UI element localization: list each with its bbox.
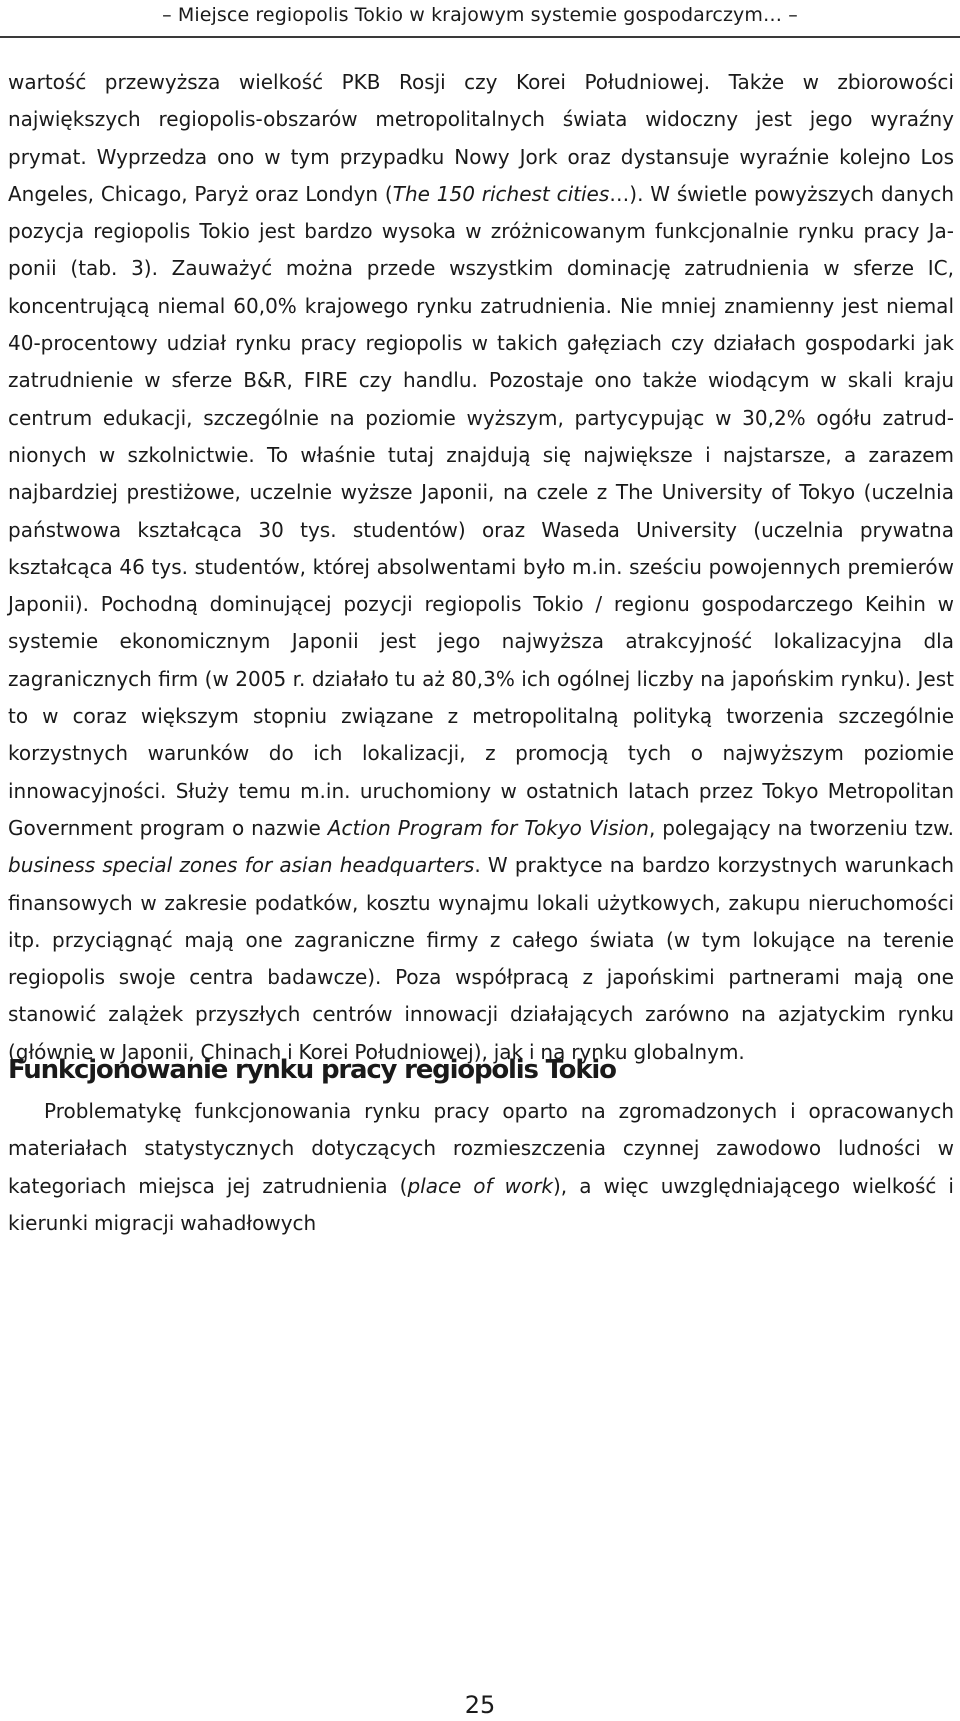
paragraph-2-italic-term: place of work	[407, 1173, 553, 1198]
paragraph-2	[8, 1093, 954, 1242]
paragraph-1-text-c: , polegający na tworzeniu tzw.	[648, 815, 955, 840]
paragraph-1-italic-source: The 150 richest cities	[392, 181, 610, 206]
paragraph-1-text-a: wartość przewyższa wielkość PKB Rosji czy Korei Południowej. Także w zbiorowości największych regiopolis-obszarów metropolitalnych świata widoczny jest jego wyraźny prymat. Wyprzedza ono w tym przypadku Nowy Jork oraz dystansuje wyraźnie kolejno Los Angeles, Chicago, Paryż oraz Londyn (	[8, 70, 954, 206]
paragraph-1-italic-program: Action Program for Tokyo Vision	[327, 815, 649, 840]
paragraph-1	[8, 64, 954, 1071]
body-paragraph-1	[8, 64, 954, 1071]
paragraph-1-text-d: . W praktyce na bardzo korzystnych warunkach finansowych w zakresie podatków, kosztu wynajmu lokali użytkowych, zakupu nieruchomości itp. przyciągnąć mają one zagraniczne firmy z całego świata (w tym lokujące na terenie regiopolis swoje centra badawcze). Poza współpracą z japońskimi partnerami mają one stanowić zalążek przyszłych centrów innowacji działających zarówno na azjatyckim rynku (głównie w Japonii, Chinach i Korei Południowej), jak i na rynku globalnym.	[8, 853, 954, 1064]
header-rule	[0, 36, 960, 38]
paragraph-1-text-b: …). W świetle powyższych danych pozycja regiopolis Tokio jest bardzo wysoka w zróżnicowanym funkcjonalnie rynku pracy Japonii (tab. 3). Zauważyć można przede wszystkim dominację zatrudnienia w sferze IC, koncentrującą niemal 60,0% krajowego rynku zatrudnienia. Nie mniej znamienny jest niemal 40-procentowy udział rynku pracy regiopolis w takich gałęziach czy działach gospodarki jak zatrudnienie w sferze B&R, FIRE czy handlu. Pozostaje ono także wiodącym w skali kraju centrum edukacji, szczególnie na poziomie wyższym, partycypując w 30,2% ogółu zatrudnionych w szkolnictwie. To właśnie tutaj znajdują się największe i najstarsze, a zarazem najbardziej prestiżowe, uczelnie wyższe Japonii, na czele z The University of Tokyo (uczelnia państwowa kształcąca 30 tys. studentów) oraz Waseda University (uczelnia prywatna kształcąca 46 tys. studentów, której absolwentami było m.in. sześciu powojennych premierów Japonii). Pochodną dominującej pozycji regiopolis Tokio / regionu gospodarczego Keihin w systemie ekonomicznym Japonii jest jego najwyższa atrakcyjność lokalizacyjna dla zagranicznych firm (w 2005 r. działało tu aż 80,3% ich ogólnej liczby na japońskim rynku). Jest to w coraz większym stopniu związane z metropolitalną polityką tworzenia szczególnie korzystnych warunków do ich lokalizacji, z promocją tych o najwyższym poziomie innowacyjności. Służy temu m.in. uruchomiony w ostatnich latach przez Tokyo Metropolitan Government program o nazwie	[8, 181, 955, 840]
body-paragraph-2	[8, 1093, 954, 1242]
paragraph-2-text-a: Problematykę funkcjonowania rynku pracy oparto na zgromadzonych i opracowanych materiałach statystycznych dotyczących rozmieszczenia czynnej zawodowo ludności w kategoriach miejsca jej zatrudnienia (	[8, 1099, 954, 1198]
paragraph-2-text-b: ), a więc uwzględniającego wielkość i kierunki migracji wahadłowych	[8, 1173, 954, 1235]
running-header: – Miejsce regiopolis Tokio w krajowym systemie gospodarczym… –	[162, 4, 798, 26]
paragraph-1-italic-zones: business special zones for asian headquarters	[8, 853, 475, 878]
page-number: 25	[464, 1691, 496, 1719]
section-heading: Funkcjonowanie rynku pracy regiopolis Tokio	[8, 1055, 616, 1085]
